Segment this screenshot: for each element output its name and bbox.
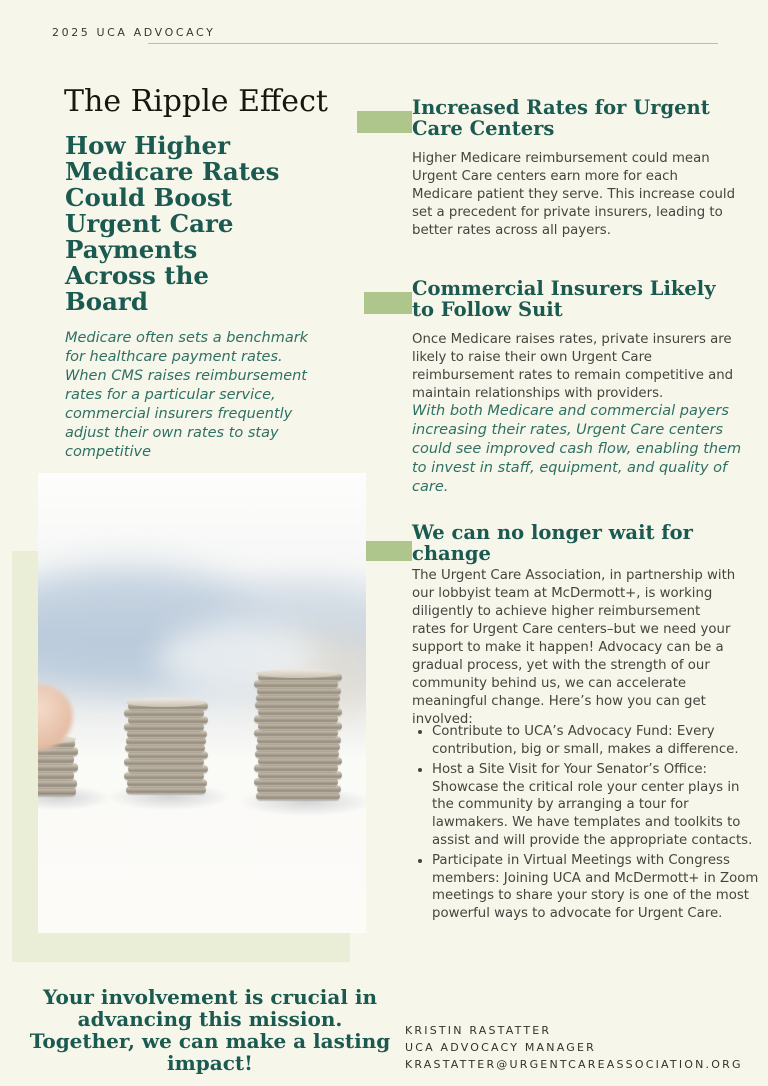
coin [128, 751, 208, 759]
coin [256, 743, 340, 751]
coin [38, 763, 78, 772]
accent-bar [364, 292, 412, 314]
coin [258, 722, 342, 730]
coin [254, 729, 338, 737]
coin [255, 750, 339, 758]
cta-line: impact! [167, 1051, 253, 1075]
coin-stack-top [126, 698, 206, 707]
section-italic-2: With both Medicare and commercial payers increasing their rates, Urgent Care centers could see improved cash flow, enabling them to invest in staff, equipment, and quality of care. [412, 403, 742, 495]
list-item: • Host a Site Visit for Your Senator’s Office: Showcase the critical role your center plays in the community by arranging a tour for lawmakers. We have templates and toolkits to assist and will provide the appropriate contacts. [432, 761, 762, 849]
section-body-3: The Urgent Care Association, in partnership with our lobbyist team at McDermott+, is working diligently to achieve higher reimbursement rates for Urgent Care centers–but we need your support to make it happen! Advocacy can be a gradual process, yet with the strength of our community behind us, we can accelerate meaningful change. Here’s how you can get involved: [412, 568, 736, 727]
accent-bar [366, 541, 412, 561]
coin-stacks-photo [38, 473, 366, 933]
subtitle-line: How Higher [65, 131, 231, 160]
coin [38, 771, 74, 780]
subtitle-line: Board [65, 287, 148, 316]
coin [124, 772, 204, 780]
cta-line: Your involvement is crucial in [42, 985, 378, 1009]
list-item: • Contribute to UCA’s Advocacy Fund: Every contribution, big or small, makes a difference. [432, 723, 762, 758]
subtitle-line: Could Boost [65, 183, 233, 212]
coin [128, 716, 208, 724]
cta-line: advancing this mission. [77, 1007, 343, 1031]
coin [128, 765, 208, 773]
coin [256, 792, 340, 800]
subtitle-line: Across the [65, 261, 210, 290]
section-body-2: Once Medicare raises rates, private insurers are likely to raise their own Urgent Care reimbursement rates to remain competitive and maintain relationships with providers. [412, 332, 734, 401]
call-to-action [26, 986, 394, 1074]
page-subtitle [65, 133, 330, 315]
section-heading-3: We can no longer wait for change [412, 521, 693, 565]
page-title: The Ripple Effect [64, 84, 328, 119]
coin [124, 758, 204, 766]
list-item: • Participate in Virtual Meetings with Congress members: Joining UCA and McDermott+ in Zoom meetings to share your story is one of the most powerful ways to advocate for Urgent Care. [432, 852, 762, 922]
section-body-1: Higher Medicare reimbursement could mean Urgent Care centers earn more for each Medicare patient they serve. This increase could set a precedent for private insurers, leading to better rates across all payers. [412, 151, 736, 238]
coin [126, 737, 206, 745]
coin [258, 708, 342, 716]
coin [38, 779, 77, 788]
coin [254, 680, 338, 688]
contact-title: UCA ADVOCACY MANAGER [405, 1041, 596, 1054]
coin [258, 757, 342, 765]
contact-name: KRISTIN RASTATTER [405, 1024, 552, 1037]
section-heading-1: Increased Rates for Urgent Care Centers [412, 96, 710, 140]
coin [127, 730, 207, 738]
coin [124, 723, 204, 731]
coin [254, 715, 338, 723]
coin [127, 779, 207, 787]
coin [254, 764, 338, 772]
coin [126, 786, 206, 794]
coin [124, 709, 204, 717]
eyebrow-label: 2025 UCA ADVOCACY [52, 26, 216, 39]
coin [125, 744, 205, 752]
coin-stack-top [256, 669, 340, 678]
section-heading-2: Commercial Insurers Likely to Follow Suit [412, 277, 716, 321]
coin [256, 694, 340, 702]
contact-email: KRASTATTER@URGENTCAREASSOCIATION.ORG [405, 1058, 743, 1071]
coin [257, 736, 341, 744]
accent-bar [357, 111, 412, 133]
subtitle-line: Medicare Rates [65, 157, 280, 186]
coin [255, 701, 339, 709]
contact-block [405, 1022, 743, 1073]
coin [257, 785, 341, 793]
cta-line: Together, we can make a lasting [29, 1029, 391, 1053]
intro-paragraph: Medicare often sets a benchmark for healthcare payment rates. When CMS raises reimbursement rates for a particular service, commercial insurers frequently adjust their own rates to stay competitive [65, 330, 309, 460]
header-rule [148, 43, 718, 44]
subtitle-line: Urgent Care [65, 209, 234, 238]
coin [38, 787, 76, 796]
coin [258, 771, 342, 779]
subtitle-line: Payments [65, 235, 198, 264]
coin [38, 755, 74, 764]
coin [257, 687, 341, 695]
coin [254, 778, 338, 786]
get-involved-list [412, 723, 762, 926]
